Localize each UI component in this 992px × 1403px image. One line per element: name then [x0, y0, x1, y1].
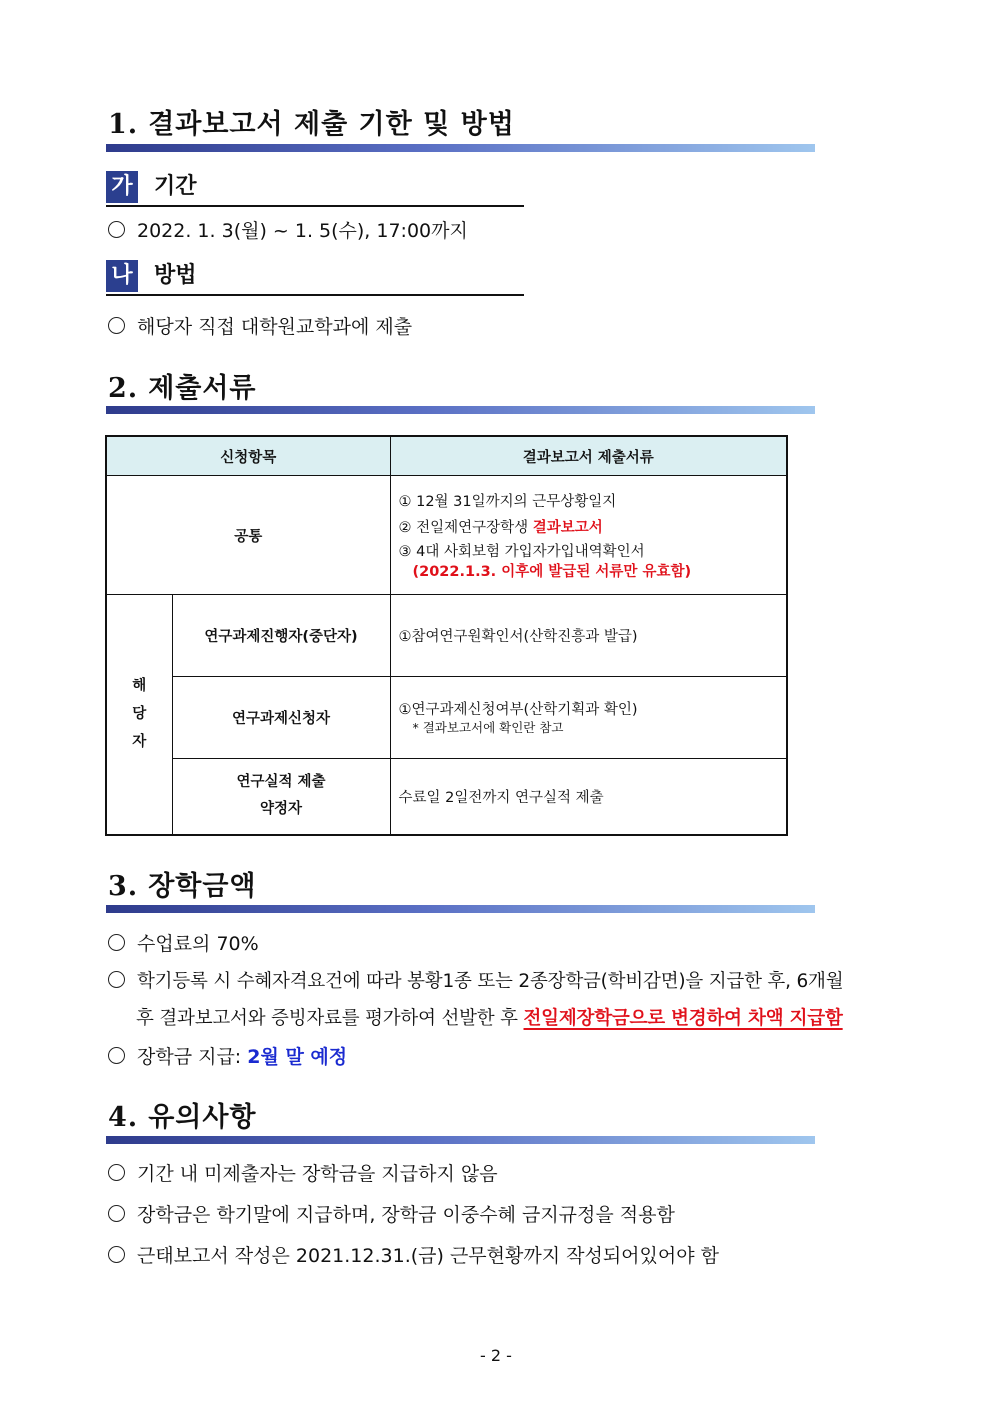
subheading-label: 기간	[154, 174, 197, 199]
table-row-common	[106, 476, 787, 595]
doc-item-highlight: 결과보고서	[532, 520, 603, 536]
category-line: 약정자	[259, 801, 303, 818]
section-4-heading	[108, 1095, 257, 1134]
table-cell-docs	[390, 677, 787, 759]
circle-bullet-icon	[108, 1047, 125, 1064]
section-divider-bar	[106, 406, 815, 414]
table-row	[106, 759, 787, 835]
table-cell-docs: ①참여연구원확인서(산학진흥과 발급)	[390, 595, 787, 677]
bullet-text: 2022. 1. 3(월) ~ 1. 5(수), 17:00까지	[137, 220, 468, 242]
bullet-highlight: 2월 말 예정	[247, 1046, 348, 1068]
section-2-heading	[108, 366, 257, 405]
subheading-label: 방법	[154, 263, 197, 288]
table-header-cell: 신청항목	[106, 436, 390, 476]
bullet-payment	[108, 1045, 347, 1069]
doc-item-text: ② 전일제연구장학생	[398, 520, 529, 536]
doc-item: ①연구과제신청여부(산학기획과 확인)	[398, 701, 638, 718]
bullet-note	[108, 1162, 498, 1186]
table-cell-category	[172, 759, 390, 835]
bullet-note	[108, 1203, 675, 1227]
vertical-char: 자	[132, 734, 147, 751]
category-line: 연구실적 제출	[236, 774, 326, 791]
table-cell-common-label: 공통	[106, 476, 390, 595]
table-row	[106, 677, 787, 759]
bullet-text: 장학금 지급:	[137, 1046, 242, 1068]
section-title: 유의사항	[148, 1102, 257, 1133]
doc-item: ① 12월 31일까지의 근무상황일지	[398, 494, 617, 510]
subheading-badge: 가	[106, 171, 138, 203]
bullet-text: 기간 내 미제출자는 장학금을 지급하지 않음	[137, 1163, 498, 1185]
section-title: 결과보고서 제출 기한 및 방법	[148, 109, 515, 140]
circle-bullet-icon	[108, 317, 125, 334]
vertical-char: 당	[132, 706, 147, 723]
table-row	[106, 595, 787, 677]
table-header-row	[106, 436, 787, 476]
page-number: - 2 -	[480, 1346, 512, 1365]
subheading-period	[106, 171, 524, 207]
section-divider-bar	[106, 905, 815, 913]
section-number: 1.	[108, 109, 139, 140]
bullet-text: 근태보고서 작성은 2021.12.31.(금) 근무현황까지 작성되어있어야 함	[137, 1245, 719, 1267]
circle-bullet-icon	[108, 934, 125, 951]
table-header-cell: 결과보고서 제출서류	[390, 436, 787, 476]
section-1-heading	[108, 102, 515, 141]
section-divider-bar	[106, 144, 815, 152]
doc-item	[399, 515, 787, 541]
table-cell-applicable-label	[106, 595, 172, 835]
table-cell-category: 연구과제진행자(중단자)	[172, 595, 390, 677]
doc-item: ③ 4대 사회보험 가입자가입내역확인서	[398, 544, 645, 560]
section-title: 제출서류	[148, 373, 257, 404]
bullet-registration	[108, 970, 888, 994]
section-title: 장학금액	[148, 871, 257, 902]
vertical-char: 해	[132, 678, 147, 695]
section-3-heading	[108, 864, 257, 903]
section-number: 2.	[108, 373, 139, 404]
documents-table	[105, 435, 788, 836]
bullet-registration-continued	[136, 1007, 843, 1031]
bullet-text: 수업료의 70%	[137, 933, 259, 955]
bullet-method	[108, 315, 412, 339]
bullet-text: 학기등록 시 수혜자격요건에 따라 봉황1종 또는 2종장학금(학비감면)을 지급한 후, 6개월	[137, 971, 844, 992]
doc-item-note: (2022.1.3. 이후에 발급된 서류만 유효함)	[412, 564, 692, 580]
circle-bullet-icon	[108, 1246, 125, 1263]
bullet-highlight: 전일제장학금으로 변경하여 차액 지급함	[523, 1008, 843, 1029]
circle-bullet-icon	[108, 221, 125, 238]
bullet-text: 해당자 직접 대학원교학과에 제출	[137, 316, 413, 338]
circle-bullet-icon	[108, 1164, 125, 1181]
circle-bullet-icon	[108, 1205, 125, 1222]
bullet-text: 장학금은 학기말에 지급하며, 장학금 이중수혜 금지규정을 적용함	[137, 1204, 675, 1226]
bullet-period	[108, 219, 468, 243]
section-number: 3.	[108, 871, 139, 902]
bullet-amount	[108, 932, 259, 956]
doc-item-note: * 결과보고서에 확인란 참고	[412, 719, 564, 735]
table-cell-category: 연구과제신청자	[172, 677, 390, 759]
subheading-method	[106, 260, 524, 296]
table-cell-common-docs	[390, 476, 787, 595]
section-divider-bar	[106, 1136, 815, 1144]
bullet-note	[108, 1244, 719, 1268]
circle-bullet-icon	[108, 971, 125, 988]
subheading-badge: 나	[106, 260, 138, 292]
section-number: 4.	[108, 1102, 139, 1133]
table-cell-docs: 수료일 2일전까지 연구실적 제출	[390, 759, 787, 835]
bullet-text: 후 결과보고서와 증빙자료를 평가하여 선발한 후	[136, 1008, 518, 1029]
